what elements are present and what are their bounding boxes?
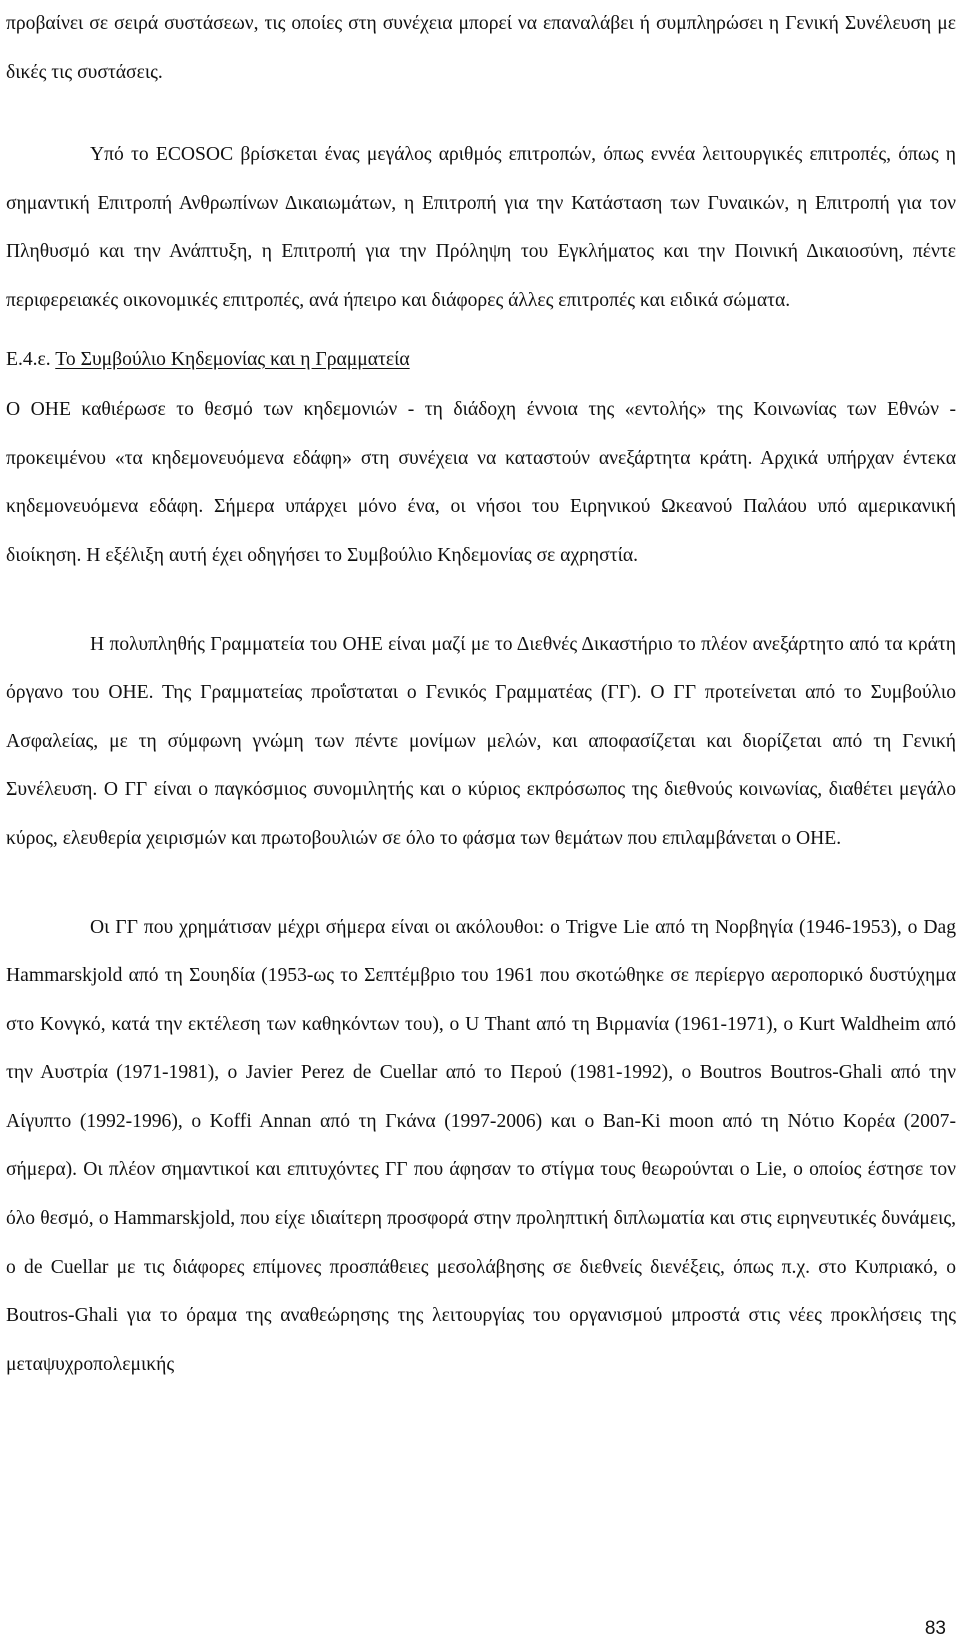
paragraph-ecosoc-committees: Υπό το ECOSOC βρίσκεται ένας μεγάλος αριθμός επιτροπών, όπως εννέα λειτουργικές επιτροπές, όπως η σημαντική Επιτροπή Ανθρωπίνων Δικαιωμάτων, η Επιτροπή για την Κατάσταση των Γυναικών, η Επιτροπή για τον Πληθυσμό και την Ανάπτυξη, η Επιτροπή για την Πρόληψη του Εγκλήματος και την Ποινική Δικαιοσύνη, πέντε περιφερειακές οικονομικές επιτροπές, ανά ήπειρο και διάφορες άλλες επιτροπές και ειδικά σώματα. [6, 144, 956, 311]
paragraph-continuation: προβαίνει σε σειρά συστάσεων, τις οποίες στη συνέχεια μπορεί να επαναλάβει ή συμπληρώσει η Γενική Συνέλευση με δικές τις συστάσεις. [6, 13, 956, 83]
paragraph-secretaries-general: Οι ΓΓ που χρημάτισαν μέχρι σήμερα είναι οι ακόλουθοι: ο Trigve Lie από τη Νορβηγία (1946-1953), ο Dag Hammarskjold από τη Σουηδία (1953-ως το Σεπτέμβριο του 1961 που σκοτώθηκε σε περίεργο αεροπορικό δυστύχημα στο Κονγκό, κατά την εκτέλεση των καθηκόντων του), ο U Thant από τη Βιρμανία (1961-1971), ο Kurt Waldheim από την Αυστρία (1971-1981), ο Javier Perez de Cuellar από το Περού (1981-1992), ο Boutros Boutros-Ghali από την Αίγυπτο (1992-1996), ο Koffi Annan από τη Γκάνα (1997-2006) και ο Ban-Ki moon από τη Νότιο Κορέα (2007-σήμερα). Οι πλέον σημαντικοί και επιτυχόντες ΓΓ που άφησαν το στίγμα τους θεωρούνται ο Lie, ο οποίος έστησε τον όλο θεσμό, ο Hammarskjold, που είχε ιδιαίτερη προσφορά στην προληπτική διπλωματία και στις ειρηνευτικές δυνάμεις, ο de Cuellar με τις διάφορες επίμονες προσπάθειες μεσολάβησης σε διεθνείς διενέξεις, όπως π.χ. στο Κυπριακό, ο Boutros-Ghali για το όραμα της αναθεώρησης της λειτουργίας του οργανισμού μπροστά στις νέες προκλήσεις της μεταψυχροπολεμικής [6, 916, 956, 1375]
section-title: Το Συμβούλιο Κηδεμονίας και η Γραμματεία [55, 348, 410, 370]
section-heading [6, 336, 956, 385]
paragraph-trusteeship: Ο ΟΗΕ καθιέρωσε το θεσμό των κηδεμονιών - τη διάδοχη έννοια της «εντολής» της Κοινωνίας των Εθνών - προκειμένου «τα κηδεμονευόμενα εδάφη» στη συνέχεια να καταστούν ανεξάρτητα κράτη. Αρχικά υπήρχαν έντεκα κηδεμονευόμενα εδάφη. Σήμερα υπάρχει μόνο ένα, οι νήσοι του Ειρηνικού Ωκεανού Παλάου υπό αμερικανική διοίκηση. Η εξέλιξη αυτή έχει οδηγήσει το Συμβούλιο Κηδεμονίας σε αχρηστία. [6, 399, 956, 566]
paragraph-secretariat: Η πολυπληθής Γραμματεία του ΟΗΕ είναι μαζί με το Διεθνές Δικαστήριο το πλέον ανεξάρτητο από τα κράτη όργανο του ΟΗΕ. Της Γραμματείας προΐσταται ο Γενικός Γραμματέας (ΓΓ). Ο ΓΓ προτείνεται από το Συμβούλιο Ασφαλείας, με τη σύμφωνη γνώμη των πέντε μονίμων μελών, και αποφασίζεται και διορίζεται από τη Γενική Συνέλευση. Ο ΓΓ είναι ο παγκόσμιος συνομιλητής και ο κύριος εκπρόσωπος της διεθνούς κοινωνίας, διαθέτει μεγάλο κύρος, ελευθερία χειρισμών και πρωτοβουλιών σε όλο το φάσμα των θεμάτων που επιλαμβάνεται ο ΟΗΕ. [6, 633, 956, 849]
page-number: 83 [924, 1618, 946, 1639]
document-page [6, 0, 956, 1389]
section-number: Ε.4.ε. [6, 348, 51, 370]
